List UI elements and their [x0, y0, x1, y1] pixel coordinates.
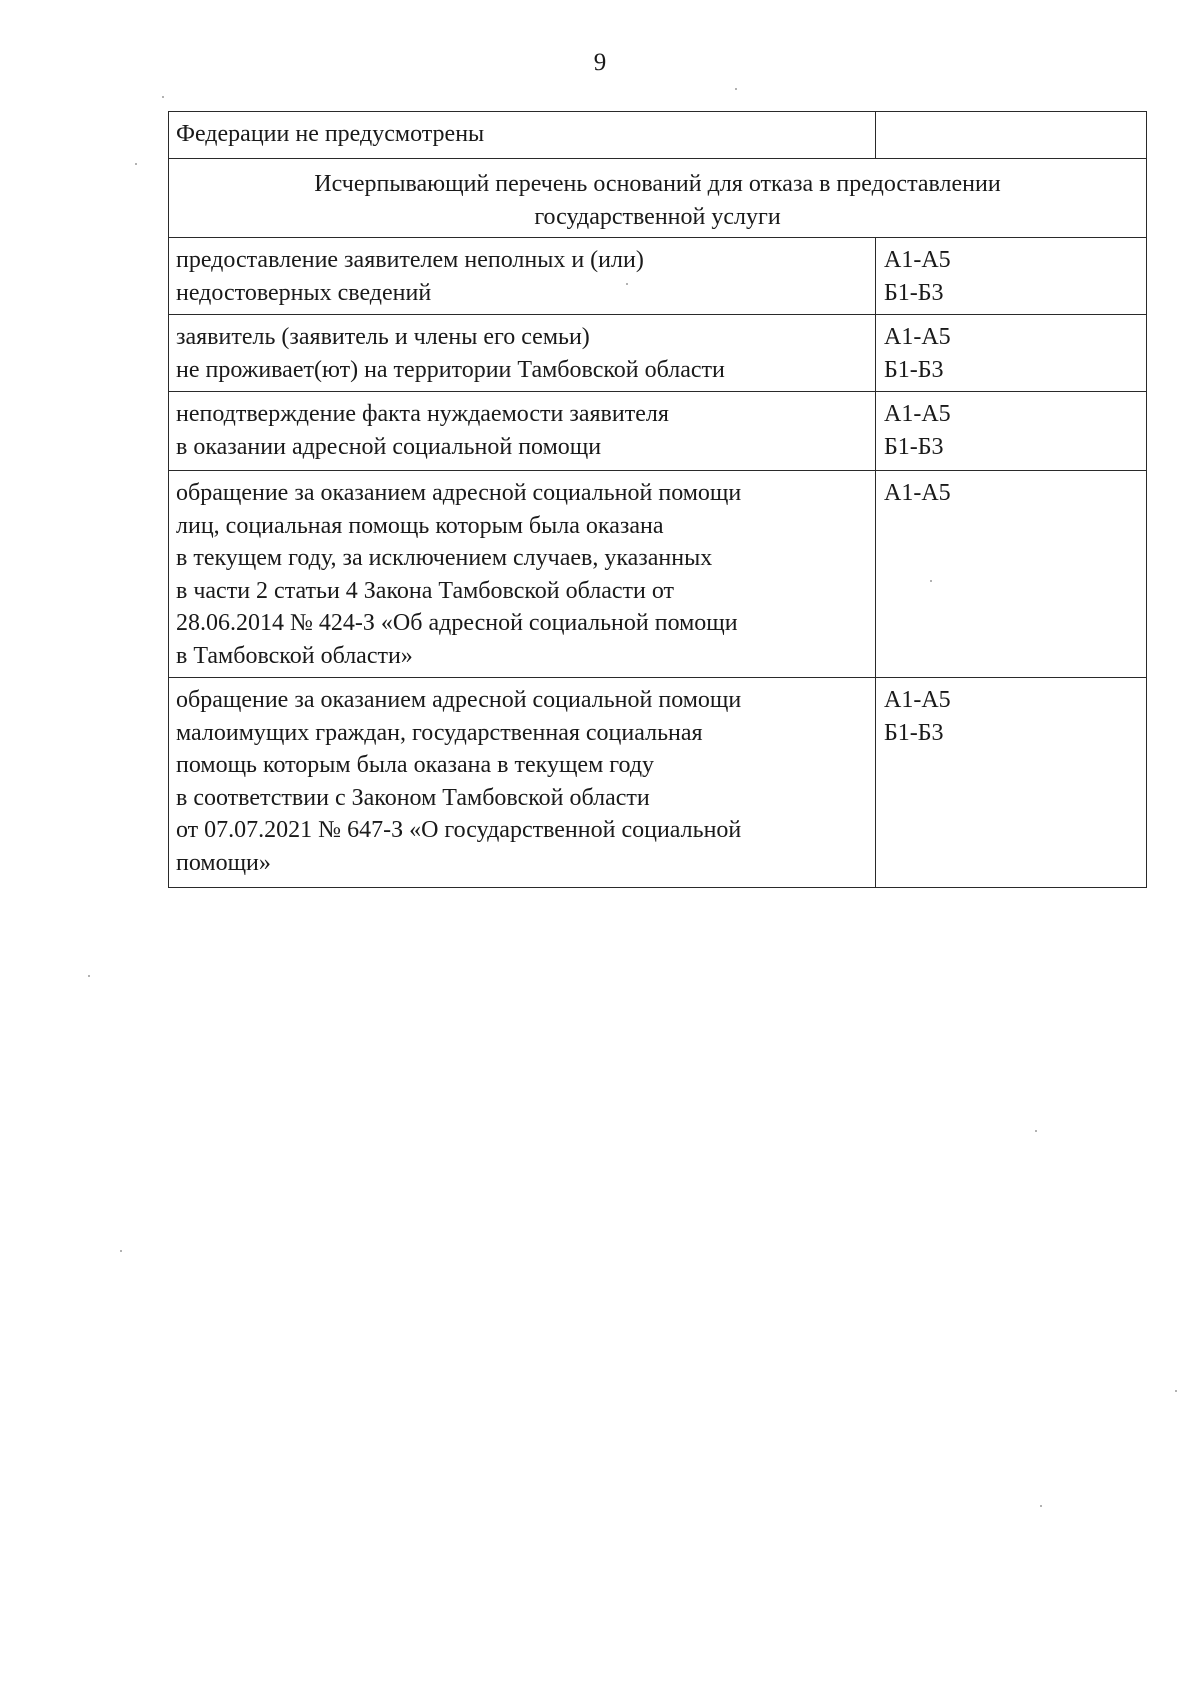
grounds-for-refusal-table: [168, 111, 1147, 888]
row-text-cell: обращение за оказанием адресной социальной помощи лиц, социальная помощь которым была оказана в текущем году, за исключением случаев, указанных в части 2 статьи 4 Закона Тамбовской области от 28.06.2014 № 424-З «Об адресной социальной помощи в Тамбовской области»: [169, 471, 876, 678]
row-codes-cell: А1-А5: [876, 471, 1147, 678]
scan-speck: [1175, 1390, 1177, 1392]
table-row: [169, 112, 1147, 159]
section-header-text: Исчерпывающий перечень оснований для отказа в предоставлении государственной услуги: [169, 159, 1147, 238]
row-codes-cell: А1-А5 Б1-Б3: [876, 678, 1147, 888]
table-row: [169, 678, 1147, 888]
scan-speck: [1035, 1130, 1037, 1132]
table-row: [169, 238, 1147, 315]
scan-speck: [930, 580, 932, 582]
row-text-cell: неподтверждение факта нуждаемости заявителя в оказании адресной социальной помощи: [169, 392, 876, 471]
table-row: [169, 471, 1147, 678]
scan-speck: [735, 88, 737, 90]
row-text-cell: Федерации не предусмотрены: [169, 112, 876, 159]
scan-speck: [162, 96, 164, 98]
table-row: [169, 392, 1147, 471]
scan-speck: [626, 283, 628, 285]
row-text-cell: предоставление заявителем неполных и (или) недостоверных сведений: [169, 238, 876, 315]
row-codes-cell: А1-А5 Б1-Б3: [876, 315, 1147, 392]
row-codes-cell: А1-А5 Б1-Б3: [876, 238, 1147, 315]
row-text-cell: заявитель (заявитель и члены его семьи) не проживает(ют) на территории Тамбовской области: [169, 315, 876, 392]
scan-speck: [120, 1250, 122, 1252]
page-number: 9: [593, 49, 607, 76]
scan-speck: [1040, 1505, 1042, 1507]
section-header-row: [169, 159, 1147, 238]
row-text-cell: обращение за оказанием адресной социальной помощи малоимущих граждан, государственная социальная помощь которым была оказана в текущем году в соответствии с Законом Тамбовской области от 07.07.2021 № 647-З «О государственной социальной помощи»: [169, 678, 876, 888]
table-row: [169, 315, 1147, 392]
row-codes-cell: [876, 112, 1147, 159]
row-codes-cell: А1-А5 Б1-Б3: [876, 392, 1147, 471]
scan-speck: [88, 975, 90, 977]
scan-speck: [135, 163, 137, 165]
